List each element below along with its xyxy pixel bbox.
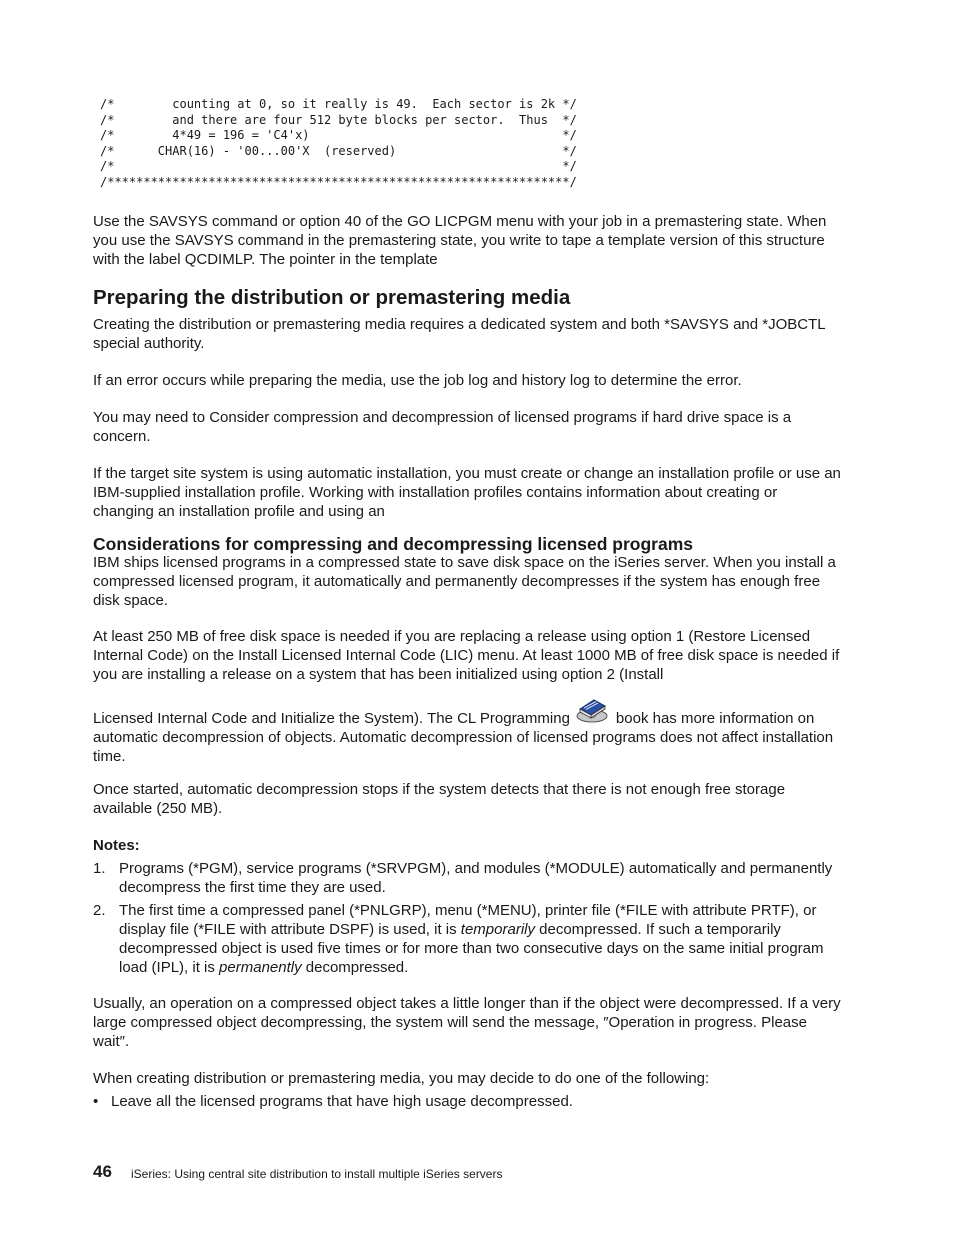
note-emphasis-temporarily: temporarily bbox=[460, 921, 535, 938]
bullet-dot: • bbox=[93, 1093, 99, 1110]
paragraph-authority: Creating the distribution or premastering media requires a dedicated system and both *SAVSYS and *JOBCTL special authority. bbox=[93, 316, 826, 352]
book-cd-icon[interactable] bbox=[574, 697, 610, 725]
paragraph-cl-programming bbox=[93, 697, 841, 766]
note-text-part: decompressed. If such a temporarily decompressed object is used five times or for more than two consecutive days on the same initial program load (IPL), it is bbox=[119, 921, 824, 976]
cl-programming-text-before: Licensed Internal Code and Initialize the System). The CL Programming bbox=[93, 710, 570, 727]
paragraph-compression: You may need to Consider compression and decompression of licensed programs if hard drive space is a concern. bbox=[93, 409, 792, 445]
code-block: /* counting at 0, so it really is 49. Each sector is 2k */ /* and there are four 512 byte blocks per sector. Thus */ /* 4*49 = 196 = 'C4'x) */ /* CHAR(16) - '00...00'X (reserved) */ /* */ /****************************************************************/ bbox=[100, 97, 577, 189]
intro-paragraph: Use the SAVSYS command or option 40 of the GO LICPGM menu with your job in a premastering state. When you use the SAVSYS command in the premastering state, you write to tape a template version of this structure with the label QCDIMLP. The pointer in the template bbox=[93, 213, 827, 268]
paragraph-when-creating: When creating distribution or premastering media, you may decide to do one of the following: bbox=[93, 1070, 710, 1087]
note-text-part: decompressed. bbox=[305, 959, 409, 976]
paragraph-disk-space: At least 250 MB of free disk space is needed if you are replacing a release using option 1 (Restore Licensed Internal Code) on the Install Licensed Internal Code (LIC) menu. At least 1000 MB of free disk space is needed if you are installing a release on a system that has been initialized using option 2 (Install bbox=[93, 628, 840, 683]
bullet-text: Leave all the licensed programs that have high usage decompressed. bbox=[111, 1093, 573, 1110]
note-text bbox=[119, 901, 841, 977]
footer-title: iSeries: Using central site distribution to install multiple iSeries servers bbox=[131, 1167, 503, 1181]
paragraph-error: If an error occurs while preparing the media, use the job log and history log to determine the error. bbox=[93, 372, 742, 389]
page-number: 46 bbox=[93, 1162, 112, 1181]
note-emphasis-permanently: permanently bbox=[219, 959, 302, 976]
cl-programming-text-after: book has more information on automatic decompression of objects. Automatic decompression of licensed programs does not affect installation time. bbox=[93, 710, 834, 765]
note-text: Programs (*PGM), service programs (*SRVPGM), and modules (*MODULE) automatically and permanently decompress the first time they are used. bbox=[119, 860, 833, 896]
subsection-heading: Considerations for compressing and decompressing licensed programs bbox=[93, 534, 694, 554]
section-heading: Preparing the distribution or premastering media bbox=[93, 286, 571, 309]
paragraph-ibm-ships: IBM ships licensed programs in a compressed state to save disk space on the iSeries server. When you install a compressed licensed program, it automatically and permanently decompresses if the system has enough free disk space. bbox=[93, 554, 836, 609]
notes-label: Notes: bbox=[93, 837, 140, 854]
paragraph-once-started: Once started, automatic decompression stops if the system detects that there is not enough free storage available (250 MB). bbox=[93, 781, 786, 817]
note-text-part: The first time a compressed panel (*PNLGRP), menu (*MENU), printer file (*FILE with attribute PRTF), or display file (*FILE with attribute DSPF) is used, it is bbox=[119, 902, 817, 938]
paragraph-usually: Usually, an operation on a compressed object takes a little longer than if the object were decompressed. If a very large compressed object decompressing, the system will send the message, ″Operation in progress. Please wait″. bbox=[93, 995, 841, 1050]
note-number: 2. bbox=[93, 902, 106, 919]
paragraph-installation-profile: If the target site system is using automatic installation, you must create or change an installation profile or use an IBM-supplied installation profile. Working with installation profiles contains information about creating or changing an installation profile and using an bbox=[93, 465, 841, 520]
note-number: 1. bbox=[93, 860, 106, 877]
